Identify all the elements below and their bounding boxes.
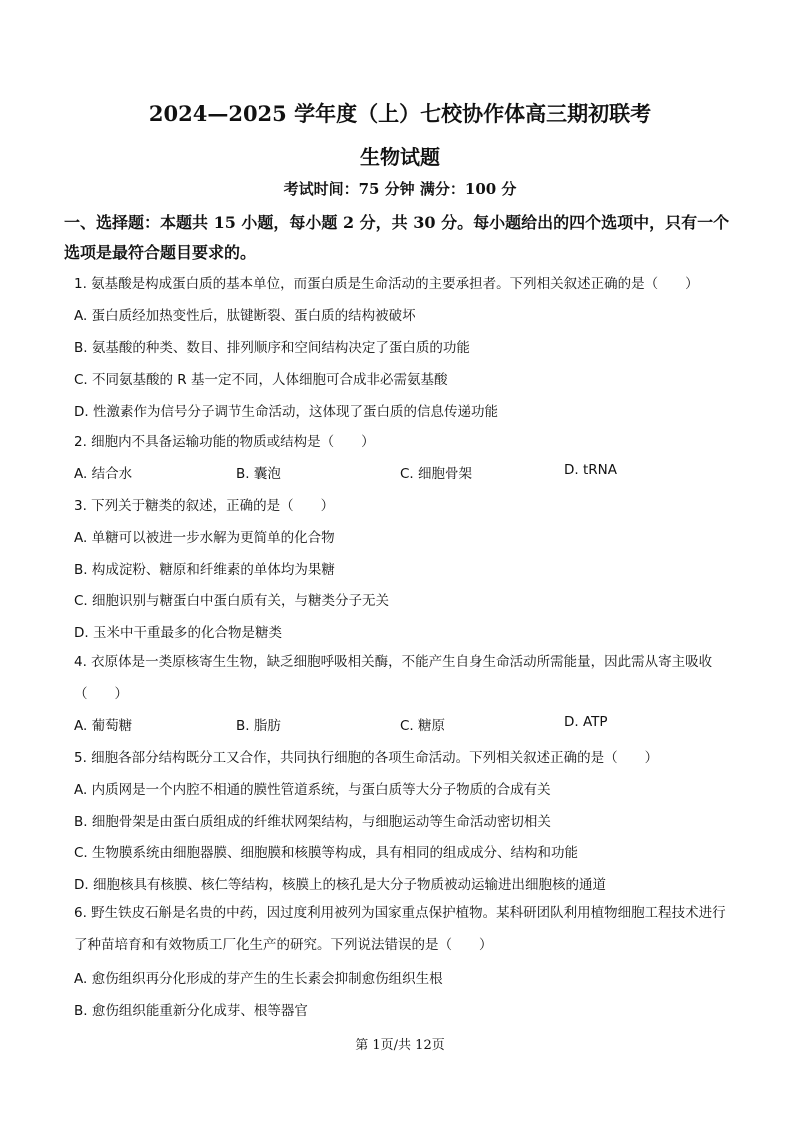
option: C. 生物膜系统由细胞器膜、细胞膜和核膜等构成，具有相同的组成成分、结构和功能 [74, 845, 579, 861]
option: C. 不同氨基酸的 R 基一定不同，人体细胞可合成非必需氨基酸 [74, 372, 448, 388]
option: D. 性激素作为信号分子调节生命活动，这体现了蛋白质的信息传递功能 [74, 404, 498, 420]
section-instruction: 一、选择题：本题共 15 小题，每小题 2 分，共 30 分。每小题给出的四个选项中，只有一个选项是最符合题目要求的。 [64, 213, 730, 262]
option: A. 愈伤组织再分化形成的芽产生的生长素会抑制愈伤组织生根 [74, 971, 443, 987]
question-stem: 2. 细胞内不具备运输功能的物质或结构是（ ） [74, 434, 375, 450]
page-number: 第 1页/共 12页 [355, 1038, 445, 1053]
option: C. 细胞识别与糖蛋白中蛋白质有关，与糖类分子无关 [74, 593, 390, 609]
option: A. 结合水 [74, 466, 133, 482]
option: D. 玉米中干重最多的化合物是糖类 [74, 625, 282, 641]
option: B. 囊泡 [236, 466, 281, 482]
option: B. 细胞骨架是由蛋白质组成的纤维状网架结构，与细胞运动等生命活动密切相关 [74, 814, 551, 830]
option: A. 葡萄糖 [74, 718, 133, 734]
exam-info: 考试时间：75 分钟 满分：100 分 [283, 180, 517, 198]
question-stem: 4. 衣原体是一类原核寄生生物，缺乏细胞呼吸相关酶，不能产生自身生命活动所需能量，因此需从寄主吸收（ ） [74, 654, 713, 702]
option: A. 单糖可以被进一步水解为更简单的化合物 [74, 530, 335, 546]
option: A. 蛋白质经加热变性后，肽键断裂、蛋白质的结构被破坏 [74, 308, 416, 324]
question-stem: 3. 下列关于糖类的叙述，正确的是（ ） [74, 498, 335, 514]
option: B. 脂肪 [236, 718, 281, 734]
option: C. 细胞骨架 [400, 466, 473, 482]
option: D. tRNA [564, 462, 617, 478]
question-stem: 5. 细胞各部分结构既分工又合作，共同执行细胞的各项生命活动。下列相关叙述正确的是（ ） [74, 750, 659, 766]
option: D. ATP [564, 714, 608, 730]
subject-title: 生物试题 [360, 145, 440, 169]
option: A. 内质网是一个内腔不相通的膜性管道系统，与蛋白质等大分子物质的合成有关 [74, 782, 551, 798]
option: D. 细胞核具有核膜、核仁等结构，核膜上的核孔是大分子物质被动运输进出细胞核的通道 [74, 877, 606, 893]
option: B. 构成淀粉、糖原和纤维素的单体均为果糖 [74, 562, 335, 578]
question-stem: 6. 野生铁皮石斛是名贵的中药，因过度利用被列为国家重点保护植物。某科研团队利用植物细胞工程技术进行了种苗培育和有效物质工厂化生产的研究。下列说法错误的是（ ） [74, 905, 726, 953]
option: B. 氨基酸的种类、数目、排列顺序和空间结构决定了蛋白质的功能 [74, 340, 470, 356]
exam-title: 2024—2025 学年度（上）七校协作体高三期初联考 [148, 101, 652, 126]
option: B. 愈伤组织能重新分化成芽、根等器官 [74, 1003, 308, 1019]
option: C. 糖原 [400, 718, 446, 734]
question-stem: 1. 氨基酸是构成蛋白质的基本单位，而蛋白质是生命活动的主要承担者。下列相关叙述正确的是（ ） [74, 276, 699, 292]
